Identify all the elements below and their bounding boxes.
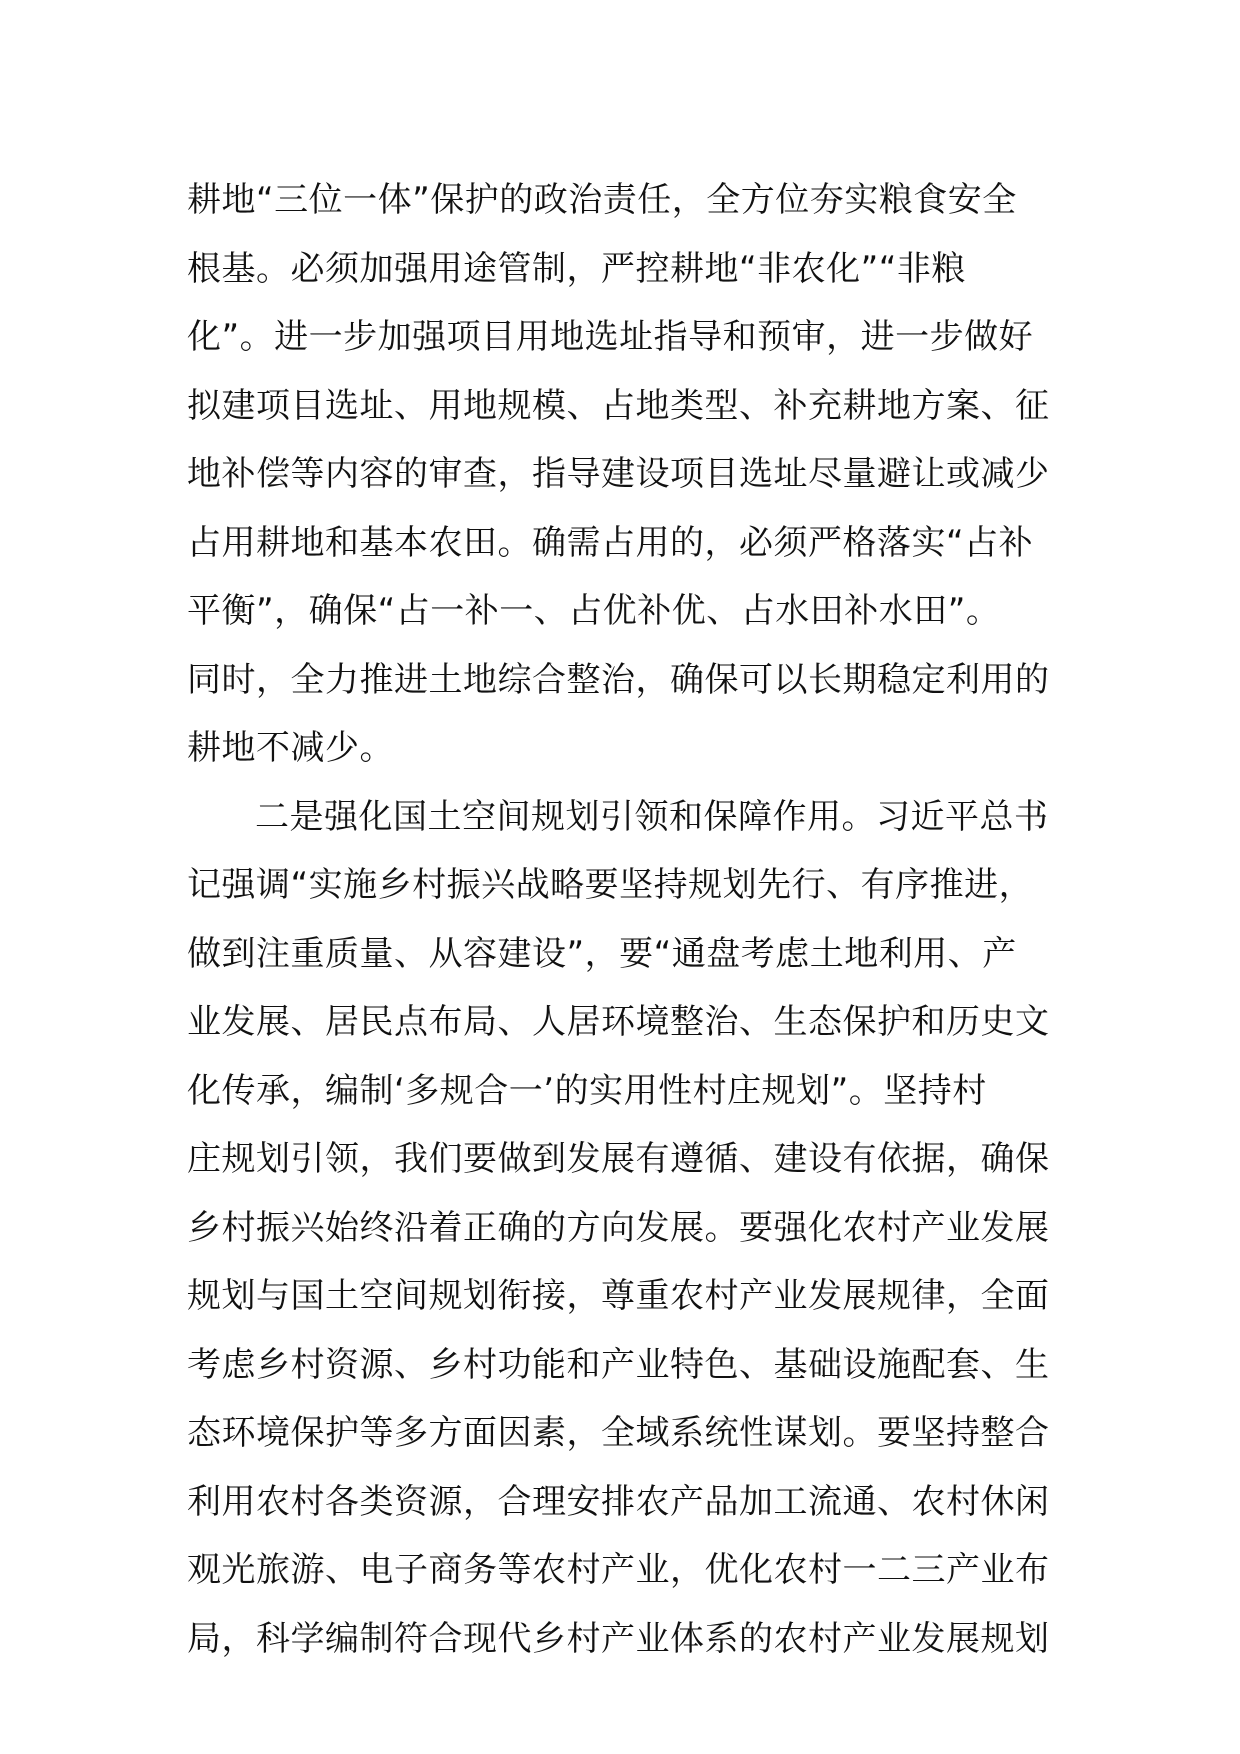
text-line: 局，科学编制符合现代乡村产业体系的农村产业发展规划 <box>187 1618 1050 1659</box>
text-line: 记强调“实施乡村振兴战略要坚持规划先行、有序推进， <box>187 865 1034 905</box>
text-line: 观光旅游、电子商务等农村产业，优化农村一二三产业布 <box>187 1550 1050 1590</box>
text-line: 地补偿等内容的审查，指导建设项目选址尽量避让或减少 <box>187 454 1050 494</box>
text-line: 化传承，编制‘多规合一’的实用性村庄规划”。坚持村 <box>187 1070 987 1111</box>
text-line: 业发展、居民点布局、人居环境整治、生态保护和历史文 <box>187 1002 1050 1042</box>
text-line: 考虑乡村资源、乡村功能和产业特色、基础设施配套、生 <box>187 1344 1050 1385</box>
text-line: 根基。必须加强用途管制，严控耕地“非农化”“非粮 <box>187 248 966 289</box>
paragraph-start-line: 二是强化国土空间规划引领和保障作用。习近平总书 <box>255 796 1049 837</box>
text-line: 做到注重质量、从容建设”，要“通盘考虑土地利用、产 <box>187 933 1017 974</box>
body-text <box>187 166 1067 1673</box>
text-line: 占用耕地和基本农田。确需占用的，必须严格落实“占补 <box>187 522 1034 563</box>
text-line: 耕地“三位一体”保护的政治责任，全方位夯实粮食安全 <box>187 180 1017 220</box>
text-line: 乡村振兴始终沿着正确的方向发展。要强化农村产业发展 <box>187 1207 1050 1248</box>
text-line: 利用农村各类资源，合理安排农产品加工流通、农村休闲 <box>187 1481 1050 1522</box>
text-line: 态环境保护等多方面因素，全域系统性谋划。要坚持整合 <box>187 1413 1050 1453</box>
text-line: 庄规划引领，我们要做到发展有遵循、建设有依据，确保 <box>187 1139 1050 1179</box>
text-line: 规划与国土空间规划衔接，尊重农村产业发展规律，全面 <box>187 1276 1050 1316</box>
text-line: 同时，全力推进土地综合整治，确保可以长期稳定利用的 <box>187 659 1050 700</box>
text-line: 化”。进一步加强项目用地选址指导和预审，进一步做好 <box>187 317 1034 357</box>
text-line: 耕地不减少。 <box>187 728 394 768</box>
text-line: 平衡”，确保“占一补一、占优补优、占水田补水田”。 <box>187 591 1001 631</box>
text-line: 拟建项目选址、用地规模、占地类型、补充耕地方案、征 <box>187 385 1050 426</box>
